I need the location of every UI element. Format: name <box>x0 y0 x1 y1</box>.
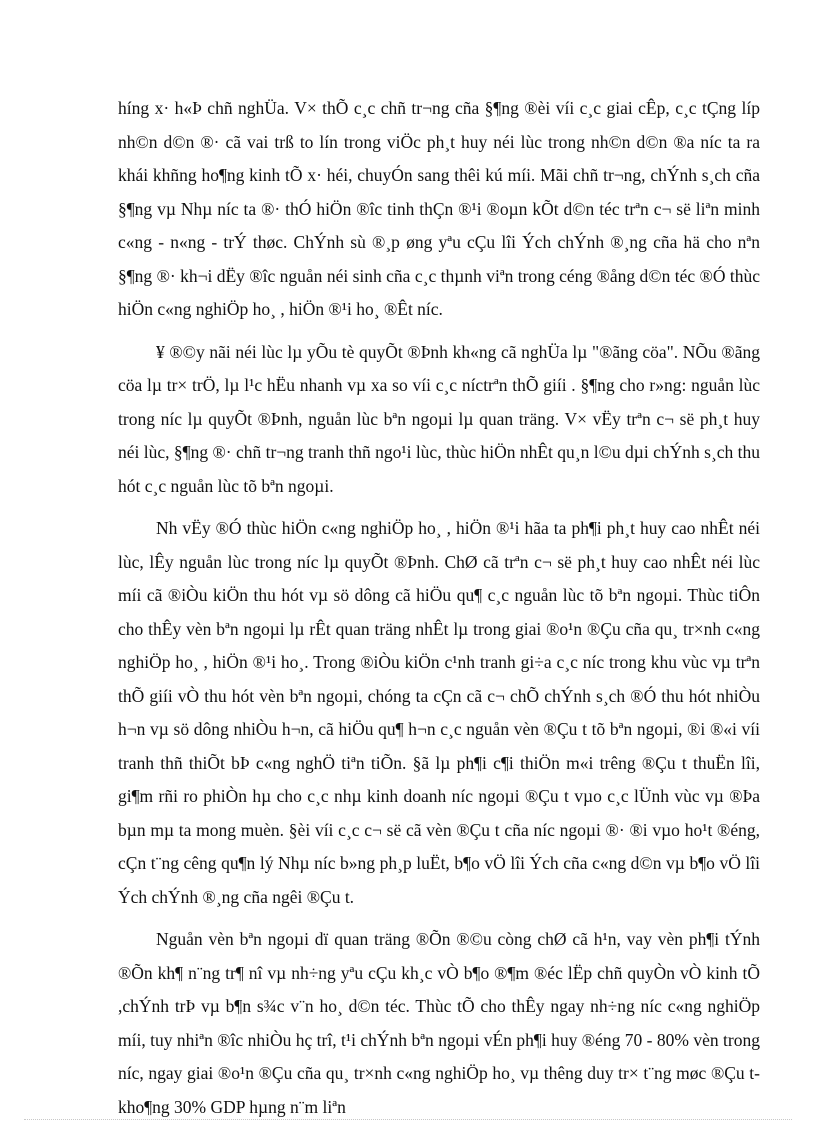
paragraph-4: Nguån vèn bªn ngoµi dï quan träng ®Õn ®©u còng chØ cã h¹n, vay vèn ph¶i tÝnh ®Õn kh¶ n¨ng tr¶ nî vµ nh÷ng yªu cÇu kh¸c vÒ b¶o ®¶m ®éc lËp chñ quyÒn vÒ kinh tÕ ,chÝnh trÞ vµ b¶n s¾c v¨n ho¸ d©n téc. Thùc tÕ cho thÊy ngay nh÷ng níc c«ng nghiÖp míi, tuy nhiªn ®îc nhiÒu hç trî, t¹i chÝnh bªn ngoµi vÉn ph¶i huy ®éng 70 - 80% vèn trong níc, ngay giai ®o¹n ®Çu cña qu¸ tr×nh c«ng nghiÖp ho¸ vµ thêng duy tr× t¨ng møc ®Çu t kho¶ng 30% GDP hµng n¨m liªn <box>118 929 760 1117</box>
paragraph-2: ¥ ®©y nãi néi lùc lµ yÕu tè quyÕt ®Þnh kh«ng cã nghÜa lµ "®ãng cöa". NÕu ®ãng cöa lµ tr× trÖ, lµ l¹c hËu nhanh vµ xa so víi c¸c níctrªn thÕ giíi . §¶ng cho r»ng: nguån lùc trong níc lµ quyÕt ®Þnh, nguån lùc bªn ngoµi lµ quan träng. V× vËy trªn c¬ së ph¸t huy néi lùc, §¶ng ®· chñ tr¬ng tranh thñ ngo¹i lùc, thùc hiÖn nhÊt qu¸n l©u dµi chÝnh s¸ch thu hót c¸c nguån lùc tõ bªn ngoµi. <box>118 341 760 496</box>
paragraph-1: híng x· h«Þ chñ nghÜa. V× thÕ c¸c chñ tr¬ng cña §¶ng ®èi víi c¸c giai cÊp, c¸c tÇng líp nh©n d©n ®· cã vai trß to lín trong viÖc ph¸t huy néi lùc trong nh©n d©n ®a níc ta ra khái khñng ho¶ng kinh tÕ x· héi, chuyÓn sang thêi kú míi. Mãi chñ tr¬ng, chÝnh s¸ch cña §¶ng vµ Nhµ níc ta ®· thÓ hiÖn ®îc tinh thÇn ®¹i ®oµn kÕt d©n téc trªn c¬ së liªn minh c«ng - n«ng - trÝ thøc. ChÝnh sù ®¸p øng yªu cÇu lîi Ých chÝnh ®¸ng cña hä cho nªn §¶ng ®· kh¬i dËy ®îc nguån néi sinh cña c¸c thµnh viªn trong céng ®ång d©n téc ®Ó thùc hiÖn c«ng nghiÖp ho¸ , hiÖn ®¹i ho¸ ®Êt níc. <box>118 98 760 319</box>
page-bottom-divider <box>24 1119 792 1120</box>
paragraph-3: Nh vËy ®Ó thùc hiÖn c«ng nghiÖp ho¸ , hiÖn ®¹i hãa ta ph¶i ph¸t huy cao nhÊt néi lùc, lÊy nguån lùc trong níc lµ quyÕt ®Þnh. ChØ cã trªn c¬ së ph¸t huy cao nhÊt néi lùc míi cã ®iÒu kiÖn thu hót vµ sö dông cã hiÖu qu¶ c¸c nguån lùc tõ bªn ngoµi. Thùc tiÔn cho thÊy vèn bªn ngoµi lµ rÊt quan träng nhÊt lµ trong giai ®o¹n ®Çu cña qu¸ tr×nh c«ng nghiÖp ho¸ , hiÖn ®¹i ho¸. Trong ®iÒu kiÖn c¹nh tranh gi÷a c¸c níc trong khu vùc vµ trªn thÕ giíi vÒ thu hót vèn bªn ngoµi, chóng ta cÇn cã c¬ chÕ chÝnh s¸ch ®Ó thu hót nhiÒu h¬n vµ sö dông nhiÒu h¬n, cã hiÖu qu¶ h¬n c¸c nguån vèn ®Çu t tõ bªn ngoµi, ®i ®«i víi tranh thñ thiÕt bÞ c«ng nghÖ tiªn tiÕn. §ã lµ ph¶i c¶i thiÖn m«i trêng ®Çu t thuËn lîi, gi¶m rñi ro phiÒn hµ cho c¸c nhµ kinh doanh níc ngoµi ®Çu t vµo c¸c lÜnh vùc vµ ®Þa bµn mµ ta mong muèn. §èi víi c¸c c¬ së cã vèn ®Çu t cña níc ngoµi ®· ®i vµo ho¹t ®éng, cÇn t¨ng cêng qu¶n lý Nhµ níc b»ng ph¸p luËt, b¶o vÖ lîi Ých cña c«ng d©n vµ b¶o vÖ lîi Ých chÝnh ®¸ng cña ngêi ®Çu t. <box>118 518 760 907</box>
document-body <box>118 92 760 1133</box>
